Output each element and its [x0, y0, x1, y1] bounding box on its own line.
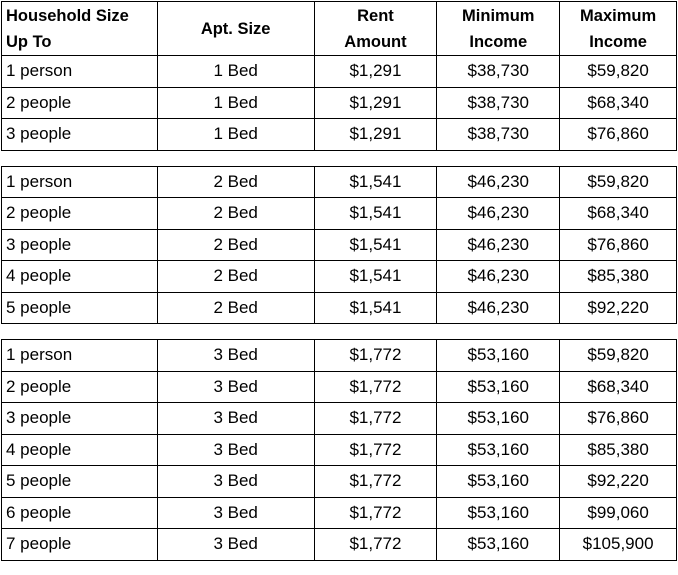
cell-maximum-income: $68,340	[560, 88, 677, 120]
table-row	[2, 498, 677, 530]
cell-household-size: 3 people	[2, 403, 158, 435]
header-line: Household Size	[6, 6, 129, 25]
cell-minimum-income: $38,730	[437, 56, 560, 88]
cell-minimum-income: $38,730	[437, 119, 560, 151]
table-row	[2, 293, 677, 325]
table-header-group	[1, 1, 677, 151]
cell-rent-amount: $1,541	[315, 198, 438, 230]
table-row	[2, 435, 677, 467]
cell-maximum-income: $76,860	[560, 230, 677, 262]
cell-minimum-income: $53,160	[437, 466, 560, 498]
cell-maximum-income: $105,900	[560, 529, 677, 561]
cell-minimum-income: $46,230	[437, 293, 560, 325]
table-row	[2, 261, 677, 293]
table-row	[2, 167, 677, 199]
cell-maximum-income: $59,820	[560, 56, 677, 88]
cell-apt-size: 2 Bed	[158, 167, 315, 199]
header-household-size	[2, 2, 158, 56]
cell-rent-amount: $1,291	[315, 88, 438, 120]
cell-maximum-income: $68,340	[560, 372, 677, 404]
cell-rent-amount: $1,291	[315, 56, 438, 88]
cell-rent-amount: $1,772	[315, 372, 438, 404]
header-line: Apt. Size	[200, 19, 271, 38]
cell-household-size: 1 person	[2, 340, 158, 372]
cell-rent-amount: $1,541	[315, 230, 438, 262]
cell-minimum-income: $53,160	[437, 372, 560, 404]
income-limits-table	[1, 1, 677, 561]
table-row	[2, 56, 677, 88]
header-label	[580, 3, 656, 55]
header-rent-amount	[315, 2, 438, 56]
cell-minimum-income: $53,160	[437, 403, 560, 435]
cell-minimum-income: $53,160	[437, 498, 560, 530]
cell-maximum-income: $68,340	[560, 198, 677, 230]
cell-minimum-income: $53,160	[437, 435, 560, 467]
cell-minimum-income: $46,230	[437, 230, 560, 262]
cell-rent-amount: $1,541	[315, 167, 438, 199]
cell-apt-size: 3 Bed	[158, 435, 315, 467]
table-row	[2, 403, 677, 435]
cell-household-size: 3 people	[2, 230, 158, 262]
cell-apt-size: 2 Bed	[158, 198, 315, 230]
cell-maximum-income: $85,380	[560, 435, 677, 467]
table-row	[2, 230, 677, 262]
cell-maximum-income: $92,220	[560, 466, 677, 498]
cell-apt-size: 3 Bed	[158, 466, 315, 498]
group-spacer	[1, 324, 677, 339]
cell-maximum-income: $85,380	[560, 261, 677, 293]
cell-rent-amount: $1,772	[315, 340, 438, 372]
cell-rent-amount: $1,772	[315, 403, 438, 435]
cell-rent-amount: $1,772	[315, 435, 438, 467]
header-line: Income	[469, 32, 528, 51]
cell-household-size: 2 people	[2, 198, 158, 230]
cell-apt-size: 1 Bed	[158, 119, 315, 151]
cell-apt-size: 2 Bed	[158, 230, 315, 262]
table-header-row	[2, 2, 677, 56]
table-row	[2, 466, 677, 498]
cell-household-size: 4 people	[2, 435, 158, 467]
cell-household-size: 1 person	[2, 56, 158, 88]
header-line: Amount	[344, 32, 407, 51]
cell-household-size: 7 people	[2, 529, 158, 561]
cell-apt-size: 3 Bed	[158, 340, 315, 372]
header-minimum-income	[437, 2, 560, 56]
cell-apt-size: 3 Bed	[158, 529, 315, 561]
cell-rent-amount: $1,541	[315, 293, 438, 325]
cell-household-size: 1 person	[2, 167, 158, 199]
cell-household-size: 2 people	[2, 372, 158, 404]
header-label	[462, 3, 534, 55]
header-line: Up To	[6, 32, 52, 51]
cell-maximum-income: $99,060	[560, 498, 677, 530]
group-spacer	[1, 151, 677, 166]
header-line: Minimum	[462, 6, 535, 25]
header-line: Maximum	[580, 6, 657, 25]
table-row	[2, 88, 677, 120]
cell-apt-size: 2 Bed	[158, 261, 315, 293]
header-line: Income	[589, 32, 647, 51]
cell-minimum-income: $46,230	[437, 167, 560, 199]
header-line: Rent	[357, 6, 394, 25]
cell-apt-size: 1 Bed	[158, 56, 315, 88]
cell-minimum-income: $53,160	[437, 340, 560, 372]
cell-minimum-income: $46,230	[437, 261, 560, 293]
cell-maximum-income: $59,820	[560, 340, 677, 372]
cell-household-size: 5 people	[2, 466, 158, 498]
cell-household-size: 2 people	[2, 88, 158, 120]
header-apt-size	[158, 2, 315, 56]
table-group	[1, 339, 677, 561]
table-row	[2, 119, 677, 151]
header-label	[201, 16, 271, 42]
cell-apt-size: 2 Bed	[158, 293, 315, 325]
header-label	[344, 3, 406, 55]
cell-rent-amount: $1,772	[315, 529, 438, 561]
cell-household-size: 4 people	[2, 261, 158, 293]
cell-apt-size: 3 Bed	[158, 372, 315, 404]
table-group	[1, 166, 677, 325]
cell-minimum-income: $53,160	[437, 529, 560, 561]
table-row	[2, 198, 677, 230]
header-label	[6, 3, 129, 55]
cell-household-size: 3 people	[2, 119, 158, 151]
cell-rent-amount: $1,541	[315, 261, 438, 293]
table-row	[2, 372, 677, 404]
table-row	[2, 340, 677, 372]
cell-household-size: 5 people	[2, 293, 158, 325]
cell-rent-amount: $1,772	[315, 498, 438, 530]
cell-maximum-income: $76,860	[560, 403, 677, 435]
cell-maximum-income: $76,860	[560, 119, 677, 151]
cell-rent-amount: $1,772	[315, 466, 438, 498]
cell-rent-amount: $1,291	[315, 119, 438, 151]
header-maximum-income	[560, 2, 677, 56]
cell-apt-size: 3 Bed	[158, 403, 315, 435]
cell-maximum-income: $92,220	[560, 293, 677, 325]
cell-maximum-income: $59,820	[560, 167, 677, 199]
cell-minimum-income: $38,730	[437, 88, 560, 120]
cell-household-size: 6 people	[2, 498, 158, 530]
cell-apt-size: 3 Bed	[158, 498, 315, 530]
cell-minimum-income: $46,230	[437, 198, 560, 230]
table-row	[2, 529, 677, 561]
cell-apt-size: 1 Bed	[158, 88, 315, 120]
